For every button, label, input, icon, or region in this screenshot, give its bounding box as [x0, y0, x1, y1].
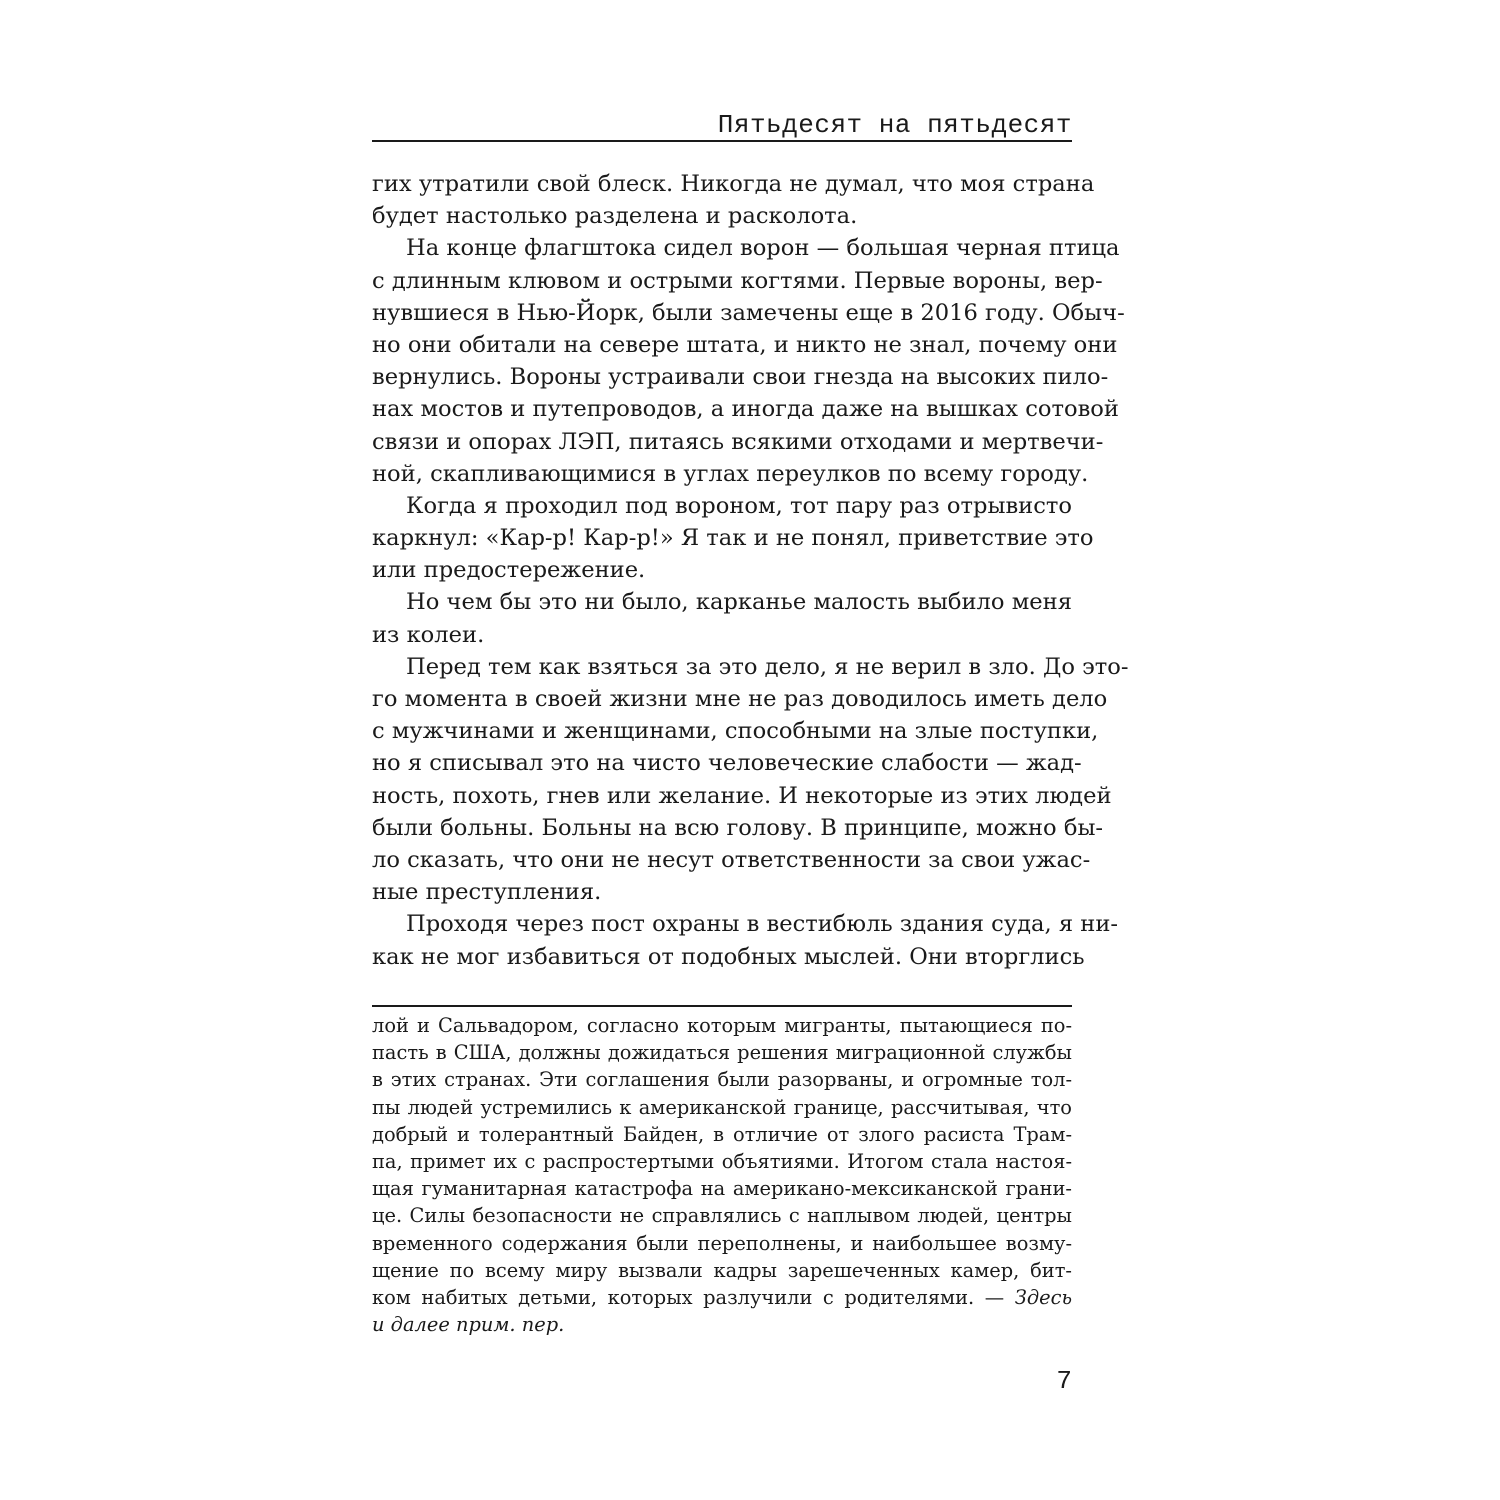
header-rule — [372, 140, 1072, 142]
body-line: с длинным клювом и острыми когтями. Первые вороны, вер- — [372, 267, 1103, 294]
body-line: вернулись. Вороны устраивали свои гнезда на высоких пило- — [372, 364, 1109, 391]
body-line: из колеи. — [372, 621, 485, 648]
body-line: как не мог избавиться от подобных мыслей. Они вторглись — [372, 943, 1085, 970]
body-line: ность, похоть, гнев или желание. И некоторые из этих людей — [372, 782, 1112, 809]
footnote-line: па, примет их с распростертыми объятиями. Итогом стала настоя- — [372, 1149, 1072, 1173]
body-line: были больны. Больны на всю голову. В принципе, можно бы- — [372, 814, 1104, 841]
main-text — [372, 168, 1129, 973]
footnote-line: добрый и толерантный Байден, в отличие от злого расиста Трам- — [372, 1122, 1072, 1146]
body-line: го момента в своей жизни мне не раз доводилось иметь дело — [372, 686, 1108, 712]
footnote-line-with-note — [372, 1284, 1072, 1311]
footnote — [372, 1012, 1072, 1338]
body-line: гих утратили свой блеск. Никогда не думал, что моя страна — [372, 171, 1095, 197]
footnote-line: щая гуманитарная катастрофа на американо-мексиканской грани- — [372, 1177, 1072, 1201]
body-line: ной, скапливающимися в углах переулков по всему городу. — [372, 460, 1089, 487]
body-line: Перед тем как взяться за это дело, я не верил в зло. До это- — [406, 653, 1129, 680]
body-line: каркнул: «Кар-р! Кар-р!» Я так и не понял, приветствие это — [372, 525, 1094, 552]
body-line: ные преступления. — [372, 879, 602, 906]
footnote-line: пасть в США, должны дожидаться решения миграционной службы — [372, 1041, 1072, 1065]
body-line: или предостережение. — [372, 557, 646, 584]
body-line: Проходя через пост охраны в вестибюль здания суда, я ни- — [406, 911, 1119, 938]
body-line: Но чем бы это ни было, карканье малость выбило меня — [406, 589, 1072, 616]
footnote-line: пы людей устремились к американской границе, рассчитывая, что — [372, 1095, 1072, 1119]
body-line: связи и опорах ЛЭП, питаясь всякими отходами и мертвечи- — [372, 428, 1104, 455]
body-line: будет настолько разделена и расколота. — [372, 203, 858, 230]
body-line: но они обитали на севере штата, и никто не знал, почему они — [372, 331, 1118, 358]
page-number: 7 — [1056, 1366, 1072, 1396]
footnote-line: в этих странах. Эти соглашения были разорваны, и огромные тол- — [372, 1068, 1072, 1092]
footnote-line: временного содержания были переполнены, и наибольшее возму- — [372, 1231, 1072, 1255]
footnote-line: лой и Сальвадором, согласно которым мигранты, пытающиеся по- — [372, 1014, 1072, 1037]
body-line: На конце флагштока сидел ворон — большая черная птица — [406, 235, 1120, 262]
body-line: нах мостов и путепроводов, а иногда даже на вышках сотовой — [372, 396, 1119, 423]
body-line: но я списывал это на чисто человеческие слабости — жад- — [372, 750, 1082, 777]
footnote-rule — [372, 1005, 1072, 1007]
footnote-line: це. Силы безопасности не справлялись с наплывом людей, центры — [372, 1204, 1072, 1228]
body-line: Когда я проходил под вороном, тот пару раз отрывисто — [406, 492, 1072, 519]
body-line: с мужчинами и женщинами, способными на злые поступки, — [372, 718, 1099, 745]
running-header: Пятьдесят на пятьдесят — [717, 110, 1072, 140]
translator-note-continued: и далее прим. пер. — [372, 1313, 565, 1337]
body-line: ло сказать, что они не несут ответственности за свои ужас- — [372, 846, 1091, 873]
footnote-text: ком набитых детьми, которых разлучили с родителями. — — [372, 1285, 1015, 1309]
footnote-line: щение по всему миру вызвали кадры зарешеченных камер, бит- — [372, 1258, 1072, 1282]
translator-note: Здесь — [1014, 1285, 1072, 1309]
body-line: нувшиеся в Нью-Йорк, были замечены еще в 2016 году. Обыч- — [372, 299, 1125, 326]
